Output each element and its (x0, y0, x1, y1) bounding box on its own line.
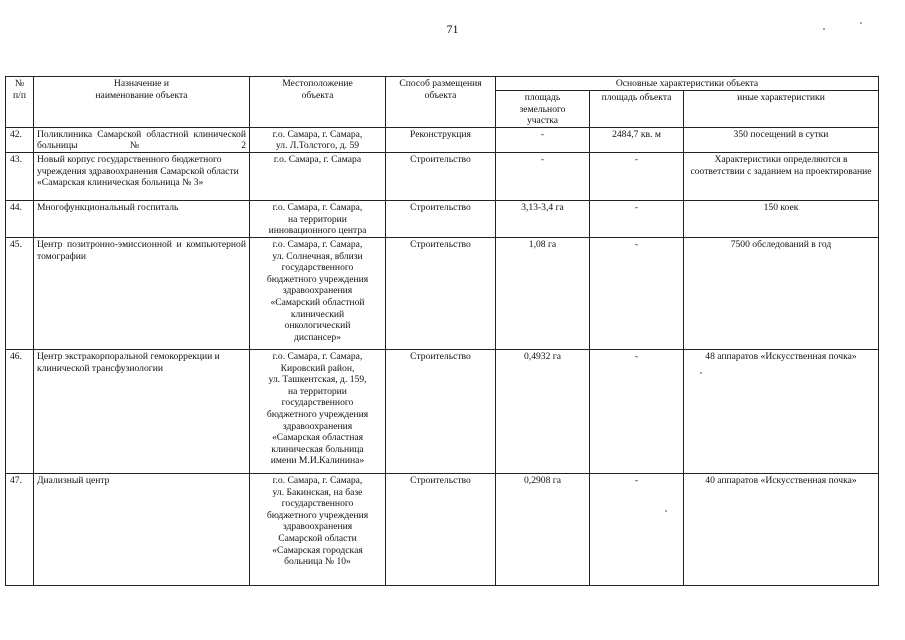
object-location: г.о. Самара, г. Самара, ул. Бакинская, на базе государственного бюджетного учреждения здравоохранения Самарской области «Самарская городская больница № 10» (250, 473, 386, 585)
object-area: 2484,7 кв. м (590, 127, 684, 152)
header-name: Назначение и наименование объекта (34, 77, 250, 128)
other-characteristics: 150 коек (684, 200, 879, 237)
scan-speck (665, 510, 667, 512)
other-characteristics: 7500 обследований в год (684, 237, 879, 349)
object-location: г.о. Самара, г. Самара (250, 152, 386, 200)
land-area: - (496, 152, 590, 200)
header-num: № п/п (6, 77, 34, 128)
header-land-area: площадь земельного участка (496, 91, 590, 128)
table-row (6, 200, 879, 237)
other-characteristics: 40 аппаратов «Искусственная почка» (684, 473, 879, 585)
object-name: Центр позитронно-эмиссионной и компьютерной томографии (34, 237, 250, 349)
page-number: 71 (446, 22, 459, 36)
object-location: г.о. Самара, г. Самара, Кировский район, ул. Ташкентская, д. 159, на территории государственного бюджетного учреждения здравоохранения «Самарская областная клиническая больница имени М.И.Калинина» (250, 349, 386, 473)
land-area: 3,13-3,4 га (496, 200, 590, 237)
row-number: 43. (6, 152, 34, 200)
object-area: - (590, 473, 684, 585)
object-area: - (590, 349, 684, 473)
object-area: - (590, 200, 684, 237)
land-area: 0,2908 га (496, 473, 590, 585)
header-method: Способ размещения объекта (386, 77, 496, 128)
placement-method: Реконструкция (386, 127, 496, 152)
object-area: - (590, 152, 684, 200)
row-number: 47. (6, 473, 34, 585)
object-name: Центр экстракорпоральной гемокоррекции и клинической трансфузиологии (34, 349, 250, 473)
header-other: иные характеристики (684, 91, 879, 128)
land-area: 0,4932 га (496, 349, 590, 473)
header-location: Местоположение объекта (250, 77, 386, 128)
row-number: 42. (6, 127, 34, 152)
object-name: Многофункциональный госпиталь (34, 200, 250, 237)
placement-method: Строительство (386, 473, 496, 585)
other-characteristics: Характеристики определяются в соответствии с заданием на проектирование (684, 152, 879, 200)
object-location: г.о. Самара, г. Самара, ул. Солнечная, вблизи государственного бюджетного учреждения здравоохранения «Самарский областной клинический онкологический диспансер» (250, 237, 386, 349)
other-characteristics: 48 аппаратов «Искусственная почка» (684, 349, 879, 473)
table-row (6, 152, 879, 200)
table-row (6, 127, 879, 152)
table-row (6, 473, 879, 585)
object-name: Поликлиника Самарской областной клинической больницы № 2 (34, 127, 250, 152)
land-area: 1,08 га (496, 237, 590, 349)
object-name: Новый корпус государственного бюджетного учреждения здравоохранения Самарской области «Самарская клиническая больница № 3» (34, 152, 250, 200)
row-number: 45. (6, 237, 34, 349)
object-area: - (590, 237, 684, 349)
table-row (6, 349, 879, 473)
row-number: 46. (6, 349, 34, 473)
object-name: Диализный центр (34, 473, 250, 585)
row-number: 44. (6, 200, 34, 237)
scan-speck (700, 372, 702, 374)
scan-speck (823, 28, 825, 30)
object-location: г.о. Самара, г. Самара, ул. Л.Толстого, д. 59 (250, 127, 386, 152)
land-area: - (496, 127, 590, 152)
other-characteristics: 350 посещений в сутки (684, 127, 879, 152)
placement-method: Строительство (386, 237, 496, 349)
placement-method: Строительство (386, 349, 496, 473)
placement-method: Строительство (386, 152, 496, 200)
placement-method: Строительство (386, 200, 496, 237)
header-object-area: площадь объекта (590, 91, 684, 128)
header-main-characteristics: Основные характеристики объекта (496, 77, 879, 91)
object-location: г.о. Самара, г. Самара, на территории инновационного центра (250, 200, 386, 237)
objects-table (5, 76, 879, 586)
scan-speck (860, 22, 862, 24)
table-row (6, 237, 879, 349)
